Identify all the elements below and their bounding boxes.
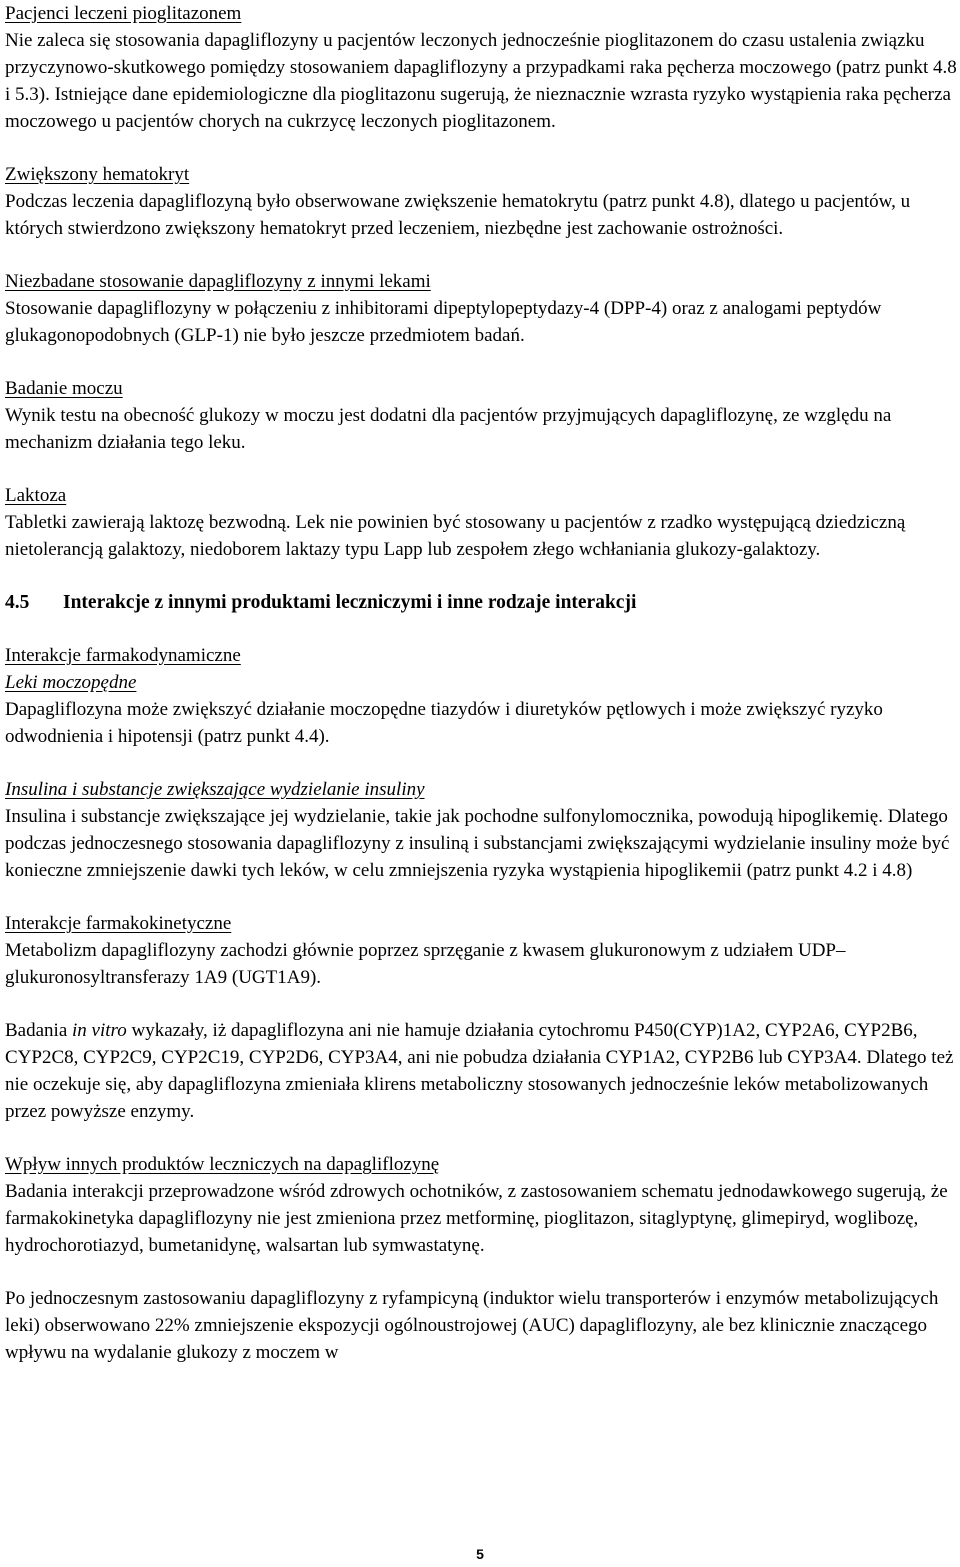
pharmacokinetic-text: Metabolizm dapagliflozyny zachodzi głównie poprzez sprzęganie z kwasem glukuronowym z udziałem UDP–glukuronosyltransferazy 1A9 (UGT1A9).	[5, 940, 846, 988]
section-number: 4.5	[5, 592, 30, 613]
page-number: 5	[476, 1546, 484, 1562]
pharmacokinetic-heading: Interakcje farmakokinetyczne	[5, 913, 232, 934]
document-page	[5, 0, 957, 1366]
section-4-5-heading	[5, 589, 957, 616]
section-title: Interakcje z innymi produktami leczniczymi i inne rodzaje interakcji	[63, 592, 637, 613]
rifampicin-paragraph: Po jednoczesnym zastosowaniu dapagliflozyny z ryfampicyną (induktor wielu transporterów i enzymów metabolizujących leki) obserwowano 22% zmniejszenie ekspozycji ogólnoustrojowej (AUC) dapagliflozyny, ale bez klinicznie znaczącego wpływu na wydalanie glukozy z moczem w	[5, 1288, 939, 1363]
insulin-text: Insulina i substancje zwiększające jej wydzielanie, takie jak pochodne sulfonylomocznika, powodują hipoglikemię. Dlatego podczas jednoczesnego stosowania dapagliflozyny z insuliną i substancjami zwiększającymi wydzielanie insuliny może być konieczne zmniejszenie dawki tych leków, w celu zmniejszenia ryzyka wystąpienia hipoglikemii (patrz punkt 4.2 i 4.8)	[5, 806, 950, 881]
diuretics-text: Dapagliflozyna może zwiększyć działanie moczopędne tiazydów i diuretyków pętlowych i może zwiększyć ryzyko odwodnienia i hipotensji (patrz punkt 4.4).	[5, 699, 883, 747]
hematocrit-text: Podczas leczenia dapagliflozyną było obserwowane zwiększenie hematokrytu (patrz punkt 4.8), dlatego u pacjentów, u których stwierdzono zwiększony hematokryt przed leczeniem, niezbędne jest zachowanie ostrożności.	[5, 191, 911, 239]
other-drugs-text: Badania interakcji przeprowadzone wśród zdrowych ochotników, z zastosowaniem schematu jednodawkowego sugerują, że farmakokinetyka dapagliflozyny nie jest zmieniona przez metforminę, pioglitazon, sitaglyptynę, glimepiryd, woglibozę, hydrochorotiazyd, bumetanidynę, walsartan lub symwastatynę.	[5, 1181, 948, 1256]
diuretics-subheading: Leki moczopędne	[5, 672, 137, 693]
insulin-section	[5, 776, 957, 884]
combination-section	[5, 268, 957, 349]
in-vitro-paragraph	[5, 1017, 957, 1125]
urine-section	[5, 375, 957, 456]
lactose-heading: Laktoza	[5, 485, 67, 506]
urine-text: Wynik testu na obecność glukozy w moczu jest dodatni dla pacjentów przyjmujących dapagliflozynę, ze względu na mechanizm działania tego leku.	[5, 405, 892, 453]
pharmacokinetic-section	[5, 910, 957, 991]
lactose-section	[5, 482, 957, 563]
hematocrit-section	[5, 161, 957, 242]
pioglitazone-text: Nie zaleca się stosowania dapagliflozyny u pacjentów leczonych jednocześnie pioglitazonem do czasu ustalenia związku przyczynowo-skutkowego pomiędzy stosowaniem dapagliflozyny a przypadkami raka pęcherza moczowego (patrz punkt 4.8 i 5.3). Istniejące dane epidemiologiczne dla pioglitazonu sugerują, że nieznacznie wzrasta ryzyko wystąpienia raka pęcherza moczowego u pacjentów chorych na cukrzycę leczonych pioglitazonem.	[5, 30, 957, 132]
in-vitro-italic: in vitro	[72, 1020, 127, 1041]
lactose-text: Tabletki zawierają laktozę bezwodną. Lek nie powinien być stosowany u pacjentów z rzadko występującą dziedziczną nietolerancją galaktozy, niedoborem laktazy typu Lapp lub zespołem złego wchłaniania glukozy-galaktozy.	[5, 512, 906, 560]
insulin-heading: Insulina i substancje zwiększające wydzielanie insuliny	[5, 779, 425, 800]
pharmacodynamic-section	[5, 642, 957, 750]
combination-heading: Niezbadane stosowanie dapagliflozyny z innymi lekami	[5, 271, 431, 292]
other-drugs-heading: Wpływ innych produktów leczniczych na dapagliflozynę	[5, 1154, 440, 1175]
other-drugs-section	[5, 1151, 957, 1259]
pioglitazone-heading: Pacjenci leczeni pioglitazonem	[5, 3, 242, 24]
hematocrit-heading: Zwiększony hematokryt	[5, 164, 190, 185]
urine-heading: Badanie moczu	[5, 378, 123, 399]
pharmacodynamic-heading: Interakcje farmakodynamiczne	[5, 645, 241, 666]
combination-text: Stosowanie dapagliflozyny w połączeniu z inhibitorami dipeptylopeptydazy-4 (DPP-4) oraz z analogami peptydów glukagonopodobnych (GLP-1) nie było jeszcze przedmiotem badań.	[5, 298, 882, 346]
in-vitro-text-after: wykazały, iż dapagliflozyna ani nie hamuje działania cytochromu P450(CYP)1A2, CYP2A6, CYP2B6, CYP2C8, CYP2C9, CYP2C19, CYP2D6, CYP3A4, ani nie pobudza działania CYP1A2, CYP2B6 lub CYP3A4. Dlatego też nie oczekuje się, aby dapagliflozyna zmieniała klirens metaboliczny stosowanych jednocześnie leków metabolizowanych przez powyższe enzymy.	[5, 1020, 954, 1122]
in-vitro-text-before: Badania	[5, 1020, 73, 1041]
pioglitazone-section	[5, 0, 957, 135]
